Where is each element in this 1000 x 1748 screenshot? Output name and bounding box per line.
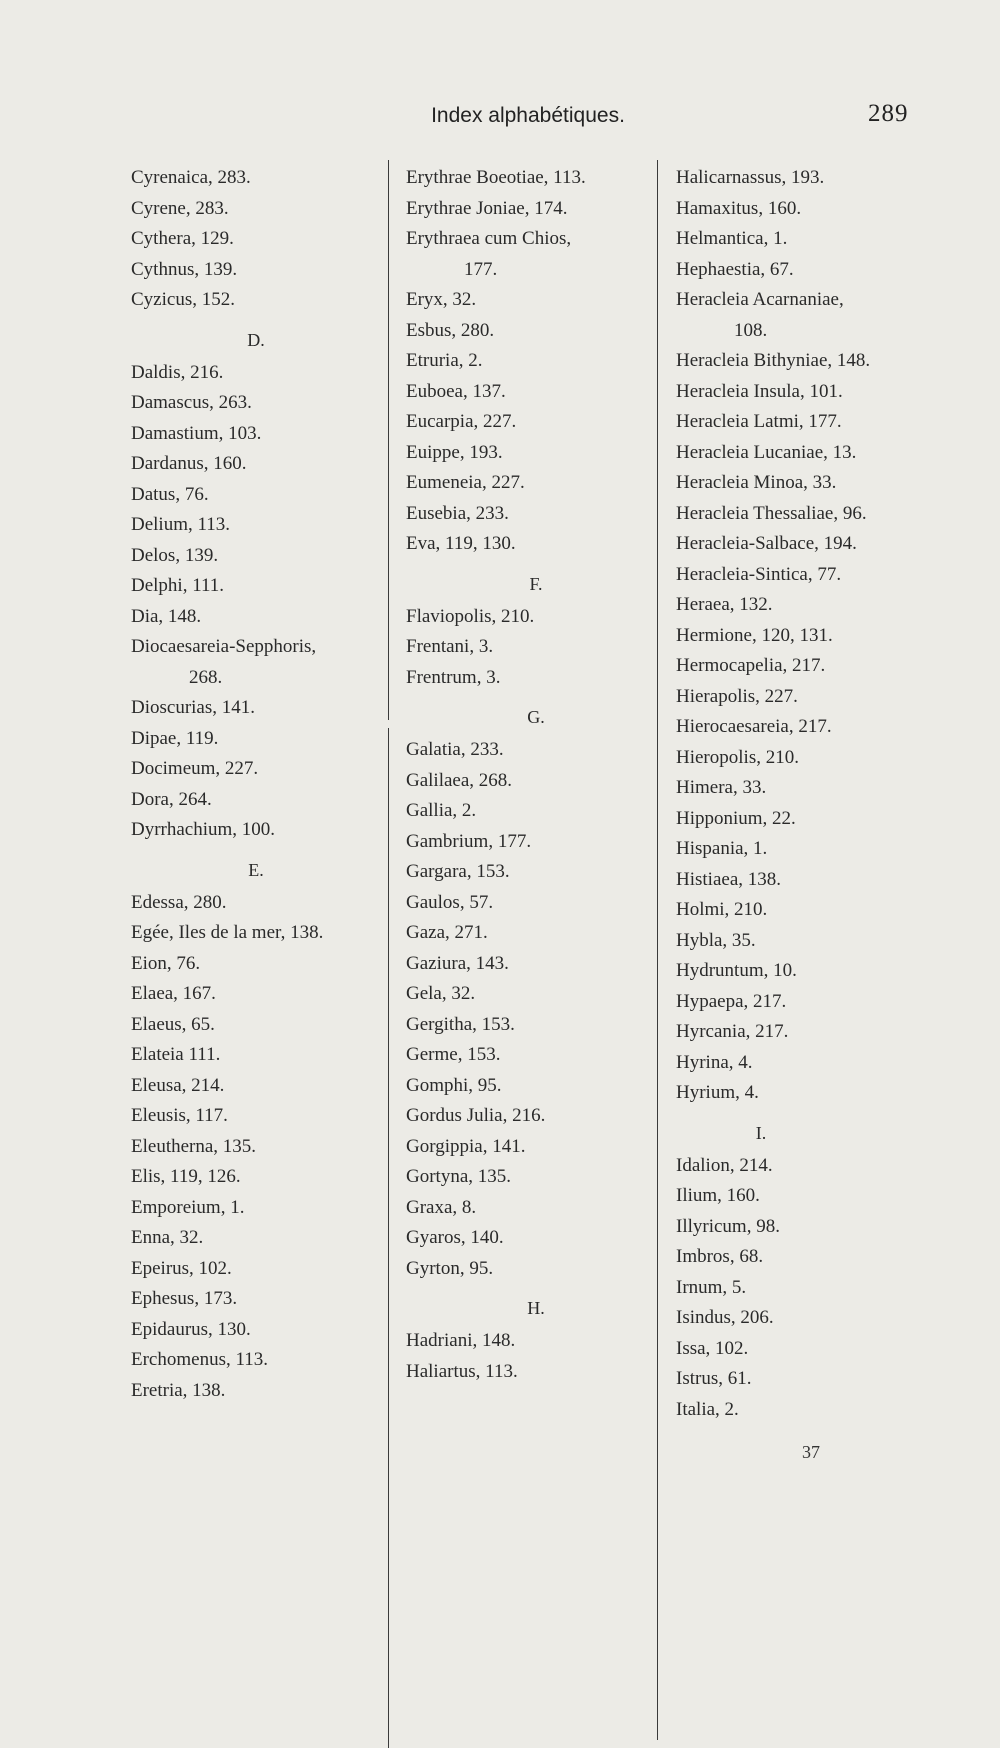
index-entry: Gaulos, 57. — [406, 891, 494, 913]
index-entry: Eryx, 32. — [406, 289, 477, 310]
index-entry: Erythrae Joniae, 174. — [406, 197, 568, 219]
index-entry: Dipae, 119. — [131, 727, 219, 749]
section-letter: D. — [247, 329, 265, 350]
index-entry: Euboea, 137. — [406, 380, 506, 402]
index-entry: Flaviopolis, 210. — [406, 605, 535, 627]
index-entry: Eleusa, 214. — [131, 1074, 225, 1096]
index-entry: Heracleia Acarnaniae, — [676, 289, 844, 310]
index-entry: Delos, 139. — [131, 544, 219, 566]
column-divider — [388, 728, 389, 1748]
index-entry: Galilaea, 268. — [406, 769, 513, 791]
index-entry: Euippe, 193. — [406, 441, 503, 463]
index-entry: Damastium, 103. — [131, 422, 262, 444]
index-entry: Hamaxitus, 160. — [676, 197, 802, 219]
section-letter: G. — [527, 707, 545, 727]
index-entry: Gorgippia, 141. — [406, 1135, 526, 1157]
index-entry: Hispania, 1. — [676, 838, 768, 859]
index-entry: Galatia, 233. — [406, 739, 504, 760]
index-entry: Dora, 264. — [131, 788, 212, 810]
index-entry: Erythrae Boeotiae, 113. — [406, 167, 586, 188]
index-entry: Irnum, 5. — [676, 1276, 747, 1298]
index-entry: Emporeium, 1. — [131, 1196, 245, 1218]
index-entry: Gergitha, 153. — [406, 1013, 515, 1035]
index-entry: Eretria, 138. — [131, 1379, 226, 1401]
index-entry: Ephesus, 173. — [131, 1288, 238, 1309]
index-entry: Hypaepa, 217. — [676, 990, 787, 1012]
index-entry: Delphi, 111. — [131, 575, 225, 596]
index-entry: Gargara, 153. — [406, 861, 510, 882]
index-entry: 268. — [189, 666, 223, 688]
index-entry: Hyrcania, 217. — [676, 1021, 789, 1042]
page-title: Index alphabétiques. — [431, 104, 625, 127]
index-entry: Issa, 102. — [676, 1337, 749, 1359]
index-entry: Gordus Julia, 216. — [406, 1105, 546, 1126]
index-entry: Epidaurus, 130. — [131, 1318, 251, 1340]
index-entry: Hermocapelia, 217. — [676, 655, 826, 676]
index-entry: Hadriani, 148. — [406, 1330, 516, 1351]
index-entry: Italia, 2. — [676, 1398, 739, 1420]
index-entry: Gambrium, 177. — [406, 830, 532, 852]
index-column-2 — [406, 163, 666, 1387]
index-entry: Erchomenus, 113. — [131, 1349, 269, 1370]
index-entry: Cyrene, 283. — [131, 197, 229, 219]
page-number: 289 — [868, 100, 909, 127]
column-divider — [657, 160, 658, 1740]
index-entry: Eleutherna, 135. — [131, 1135, 257, 1157]
index-entry: Heracleia Latmi, 177. — [676, 411, 842, 432]
index-entry: Himera, 33. — [676, 777, 767, 798]
index-entry: Heracleia-Salbace, 194. — [676, 533, 857, 554]
index-entry: Dia, 148. — [131, 605, 202, 627]
index-entry: Hephaestia, 67. — [676, 258, 794, 280]
index-entry: Docimeum, 227. — [131, 758, 259, 779]
index-entry: Elaea, 167. — [131, 983, 216, 1004]
section-letter: H. — [527, 1298, 545, 1318]
index-entry: Idalion, 214. — [676, 1154, 773, 1176]
index-entry: Hieropolis, 210. — [676, 746, 799, 768]
index-entry: Hybla, 35. — [676, 929, 756, 951]
index-entry: Heracleia Minoa, 33. — [676, 472, 837, 493]
index-entry: Hyrina, 4. — [676, 1051, 753, 1073]
index-entry: Graxa, 8. — [406, 1196, 477, 1218]
index-entry: Gomphi, 95. — [406, 1074, 502, 1096]
index-entry: Elis, 119, 126. — [131, 1166, 241, 1187]
index-column-1 — [131, 163, 391, 1406]
index-entry: Heracleia Insula, 101. — [676, 380, 843, 402]
index-entry: Eumeneia, 227. — [406, 472, 525, 493]
index-entry: Gela, 32. — [406, 983, 476, 1004]
index-entry: Erythraea cum Chios, — [406, 228, 572, 249]
index-entry: Heraea, 132. — [676, 594, 773, 615]
index-entry: Halicarnassus, 193. — [676, 167, 825, 188]
index-entry: Gyaros, 140. — [406, 1227, 504, 1248]
index-entry: Frentani, 3. — [406, 636, 494, 657]
index-entry: Hermione, 120, 131. — [676, 624, 833, 646]
index-entry: Histiaea, 138. — [676, 868, 782, 890]
index-entry: Isindus, 206. — [676, 1307, 774, 1328]
index-entry: Imbros, 68. — [676, 1246, 764, 1267]
index-entry: Etruria, 2. — [406, 350, 483, 371]
index-entry: 177. — [464, 258, 498, 280]
index-entry: Heracleia Thessaliae, 96. — [676, 502, 867, 524]
index-entry: Elaeus, 65. — [131, 1013, 215, 1035]
index-entry: Eusebia, 233. — [406, 502, 509, 524]
index-entry: Frentrum, 3. — [406, 666, 501, 688]
index-entry: Gyrton, 95. — [406, 1257, 494, 1279]
index-entry: Illyricum, 98. — [676, 1215, 780, 1237]
index-entry: Hierapolis, 227. — [676, 685, 798, 707]
index-entry: Edessa, 280. — [131, 891, 227, 913]
index-entry: Damascus, 263. — [131, 392, 252, 413]
signature-mark: 37 — [802, 1442, 820, 1462]
index-entry: Dioscurias, 141. — [131, 697, 256, 718]
index-entry: Cyzicus, 152. — [131, 289, 235, 310]
index-entry: Holmi, 210. — [676, 899, 768, 920]
index-entry: Elateia 111. — [131, 1044, 221, 1065]
index-entry: Heracleia-Sintica, 77. — [676, 563, 842, 585]
index-entry: Esbus, 280. — [406, 319, 495, 341]
index-entry: Eva, 119, 130. — [406, 533, 516, 554]
index-entry: Datus, 76. — [131, 483, 209, 505]
index-entry: Helmantica, 1. — [676, 228, 788, 249]
index-entry: Eion, 76. — [131, 952, 201, 974]
index-entry: Heracleia Lucaniae, 13. — [676, 441, 857, 463]
section-letter: E. — [248, 859, 264, 880]
index-entry: Istrus, 61. — [676, 1368, 752, 1389]
index-entry: Ilium, 160. — [676, 1185, 760, 1206]
index-entry: 108. — [734, 319, 768, 341]
section-letter: I. — [755, 1122, 767, 1143]
index-entry: Dyrrhachium, 100. — [131, 819, 276, 840]
index-entry: Dardanus, 160. — [131, 453, 247, 474]
index-entry: Hydruntum, 10. — [676, 960, 797, 981]
index-entry: Cythera, 129. — [131, 228, 234, 249]
column-divider — [388, 160, 389, 720]
index-entry: Haliartus, 113. — [406, 1360, 518, 1382]
index-entry: Gallia, 2. — [406, 800, 477, 821]
index-entry: Gaziura, 143. — [406, 952, 509, 974]
index-entry: Daldis, 216. — [131, 361, 224, 383]
index-entry: Epeirus, 102. — [131, 1257, 232, 1279]
index-entry: Hierocaesareia, 217. — [676, 716, 832, 737]
index-entry: Germe, 153. — [406, 1044, 501, 1065]
index-entry: Hyrium, 4. — [676, 1082, 759, 1103]
index-entry: Gaza, 271. — [406, 922, 488, 943]
index-entry: Cyrenaica, 283. — [131, 167, 251, 188]
index-entry: Hipponium, 22. — [676, 807, 796, 829]
index-entry: Cythnus, 139. — [131, 258, 238, 280]
index-entry: Eleusis, 117. — [131, 1105, 228, 1126]
index-entry: Eucarpia, 227. — [406, 411, 517, 432]
index-entry: Gortyna, 135. — [406, 1166, 512, 1187]
index-entry: Delium, 113. — [131, 514, 231, 535]
index-column-3 — [676, 163, 926, 1425]
index-entry: Diocaesareia-Sepphoris, — [131, 636, 317, 657]
section-letter: F. — [529, 573, 543, 594]
index-entry: Enna, 32. — [131, 1227, 204, 1248]
index-entry: Heracleia Bithyniae, 148. — [676, 350, 871, 371]
index-entry: Egée, Iles de la mer, 138. — [131, 922, 324, 943]
